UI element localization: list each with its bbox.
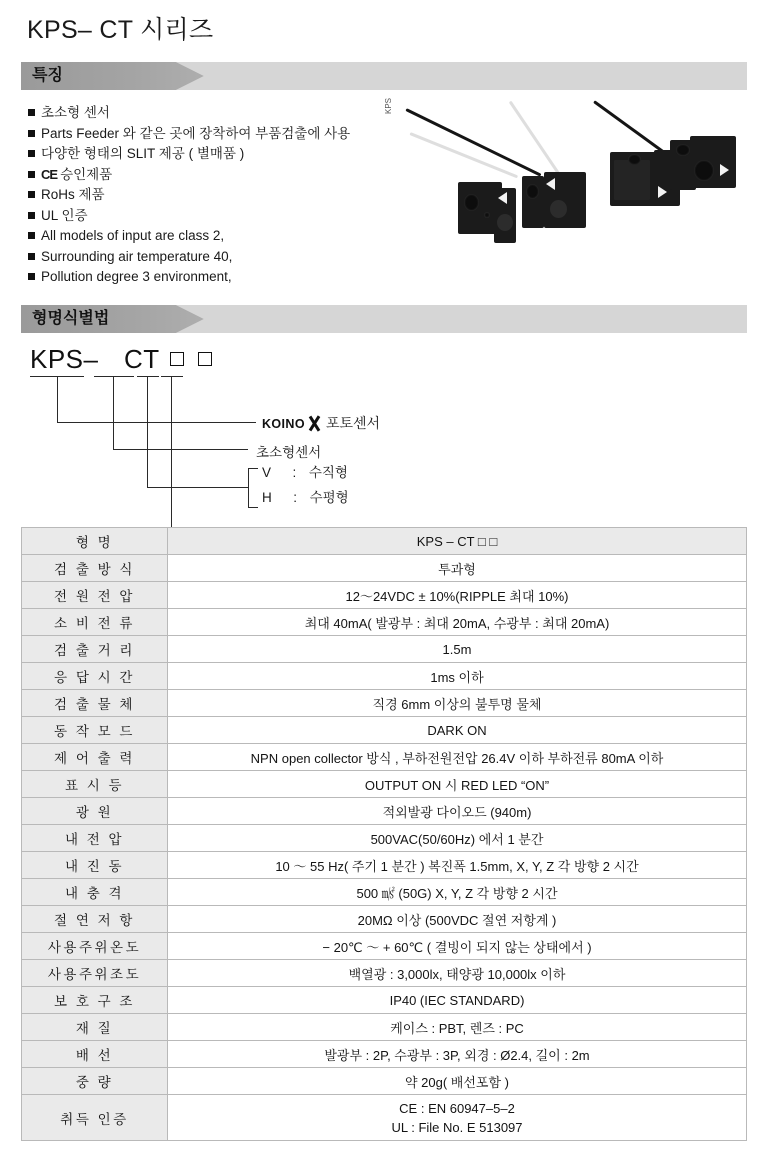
naming-code-v: V [262,465,272,480]
sensor-face [497,214,513,231]
spec-value: 12〜24VDC ± 10%(RIPPLE 최대 10%) [168,582,747,609]
list-item [28,185,428,206]
table-row [22,690,747,717]
table-row [22,717,747,744]
square-bullet-icon [28,150,35,157]
table-row [22,1041,747,1068]
feature-text: RoHs 제품 [41,187,105,202]
list-item [28,144,428,165]
sensor-lens [628,154,641,165]
square-bullet-icon [28,253,35,260]
sensor-lens [526,184,539,199]
table-row [22,1014,747,1041]
table-body [22,528,747,1141]
table-row [22,906,747,933]
sensor-screw [484,212,490,218]
bracket-line [248,468,258,469]
naming-label-h [262,486,349,506]
square-bullet-icon [28,212,35,219]
ce-mark-icon: CE [41,166,58,182]
page-title: KPS– CT 시리즈 [27,16,214,44]
spec-label: 검 출 방 식 [22,555,168,582]
spec-value: 최대 40mA( 발광부 : 최대 20mA, 수광부 : 최대 20mA) [168,609,747,636]
feature-text: Parts Feeder 와 같은 곳에 장착하여 부품검출에 사용 [41,125,351,141]
feature-text: All models of input are class 2, [41,228,225,243]
spec-value [168,1095,747,1141]
spec-label: 검 출 물 체 [22,690,168,717]
leader-line [113,376,114,450]
spec-label: 취득 인증 [22,1095,168,1141]
spec-value: KPS – CT □ □ [168,528,747,555]
list-item [28,124,428,145]
spec-value: OUTPUT ON 시 RED LED “ON” [168,771,747,798]
spec-value: 백열광 : 3,000lx, 태양광 10,000lx 이하 [168,960,747,987]
spec-label: 형 명 [22,528,168,555]
spec-value: 직경 6mm 이상의 불투명 물체 [168,690,747,717]
spec-value: 케이스 : PBT, 렌즈 : PC [168,1014,747,1041]
spec-label: 사용주위온도 [22,933,168,960]
direction-arrow-icon [658,186,667,198]
table-row [22,960,747,987]
table-row [22,582,747,609]
section-header-naming-label: 형명식별법 [32,310,110,327]
list-item [28,165,428,186]
spec-label: 내 충 격 [22,879,168,906]
direction-arrow-icon [546,178,555,190]
spec-label: 사용주위조도 [22,960,168,987]
table-row [22,1068,747,1095]
spec-label: 배 선 [22,1041,168,1068]
bracket-line [248,507,258,508]
square-bullet-icon [28,109,35,116]
spec-value: NPN open collector 방식 , 부하전원전압 26.4V 이하 부하전류 80mA 이하 [168,744,747,771]
feature-text: Surrounding air temperature 40, [41,248,233,264]
leader-line [248,422,256,423]
sensor-lens [694,160,714,181]
table-row [22,852,747,879]
spec-label: 검 출 거 리 [22,636,168,663]
table-row [22,555,747,582]
table-row [22,798,747,825]
naming-brand-suffix: 포토센서 [325,415,381,431]
spec-label: 표 시 등 [22,771,168,798]
spec-value: 20MΩ 이상 (500VDC 절연 저항계 ) [168,906,747,933]
spec-value: 투과형 [168,555,747,582]
spec-value: − 20℃ 〜 + 60℃ ( 결빙이 되지 않는 상태에서 ) [168,933,747,960]
spec-value: 1.5m [168,636,747,663]
feature-list [28,103,428,288]
spec-label: 전 원 전 압 [22,582,168,609]
direction-arrow-icon [720,164,729,176]
spec-label: 중 량 [22,1068,168,1095]
spec-value: 발광부 : 2P, 수광부 : 3P, 외경 : Ø2.4, 길이 : 2m [168,1041,747,1068]
model-code-placeholder-2 [198,352,212,366]
spec-value: DARK ON [168,717,747,744]
naming-label-type: 초소형센서 [256,445,322,460]
sensor-lens [676,144,690,156]
leader-line [57,376,58,423]
spec-value: IP40 (IEC STANDARD) [168,987,747,1014]
table-row [22,1095,747,1141]
table-row [22,825,747,852]
square-bullet-icon [28,273,35,280]
model-naming-diagram [0,340,768,520]
spec-label: 광 원 [22,798,168,825]
spec-label: 제 어 출 력 [22,744,168,771]
spec-label: 내 진 동 [22,852,168,879]
square-bullet-icon [28,191,35,198]
table-row [22,771,747,798]
square-bullet-icon [28,130,35,137]
spec-value: 적외발광 다이오드 (940m) [168,798,747,825]
spec-value: 1ms 이하 [168,663,747,690]
spec-value-line: UL : File No. E 513097 [391,1119,523,1135]
specification-table [21,527,747,1141]
spec-label: 보 호 구 조 [22,987,168,1014]
spec-label: 소 비 전 류 [22,609,168,636]
naming-text-v: 수직형 [308,465,348,480]
bracket-line [248,468,249,508]
feature-text: 다양한 형태의 SLIT 제공 ( 별매품 ) [41,146,245,161]
model-code [30,344,215,375]
spec-value: 500VAC(50/60Hz) 에서 1 분간 [168,825,747,852]
naming-text-h: 수평형 [309,490,349,505]
section-header-features [21,62,747,90]
naming-label-brand [262,413,380,433]
list-item [28,267,428,288]
direction-arrow-icon [498,192,507,204]
table-row [22,636,747,663]
leader-line [147,376,148,488]
table-row [22,879,747,906]
list-item [28,226,428,247]
spec-label: 절 연 저 항 [22,906,168,933]
table-row [22,609,747,636]
feature-text: 승인제품 [60,166,113,182]
feature-text: 초소형 센서 [41,105,110,120]
naming-label-v [262,461,348,481]
square-bullet-icon [28,171,35,178]
spec-value: 약 20g( 배선포함 ) [168,1068,747,1095]
spec-value: 10 〜 55 Hz( 주기 1 분간 ) 복진폭 1.5mm, X, Y, Z 각 방향 2 시간 [168,852,747,879]
spec-label: 재 질 [22,1014,168,1041]
naming-sep: : [293,490,298,505]
leader-line [113,449,248,450]
koino-x-icon [306,416,323,431]
koino-wordmark: KOINO [262,417,305,431]
section-header-features-label: 특징 [32,67,63,84]
model-code-prefix: KPS– [30,344,99,374]
photo-side-label: KPS [384,97,393,114]
table-row [22,663,747,690]
product-photo [384,92,758,288]
sensor-label-block [614,160,650,200]
naming-code-h: H [262,490,272,505]
spec-value: 500 ㎨ (50G) X, Y, Z 각 방향 2 시간 [168,879,747,906]
square-bullet-icon [28,232,35,239]
table-row [22,528,747,555]
list-item [28,103,428,124]
spec-label: 응 답 시 간 [22,663,168,690]
model-code-placeholder-1 [170,352,184,366]
sensor-face [550,200,567,218]
spec-label: 내 전 압 [22,825,168,852]
feature-text: UL 인증 [41,207,88,223]
table-row [22,744,747,771]
spec-label: 동 작 모 드 [22,717,168,744]
list-item [28,247,428,268]
naming-sep: : [292,465,297,480]
leader-line [57,422,248,423]
sensor-lens [464,194,479,211]
leader-line [147,487,248,488]
section-header-naming [21,305,747,333]
model-code-mid: CT [123,344,160,374]
feature-text: Pollution degree 3 environment, [41,269,232,284]
spec-value-line: CE : EN 60947–5–2 [399,1100,515,1116]
table-row [22,933,747,960]
leader-line [171,376,172,532]
table-row [22,987,747,1014]
list-item [28,206,428,227]
